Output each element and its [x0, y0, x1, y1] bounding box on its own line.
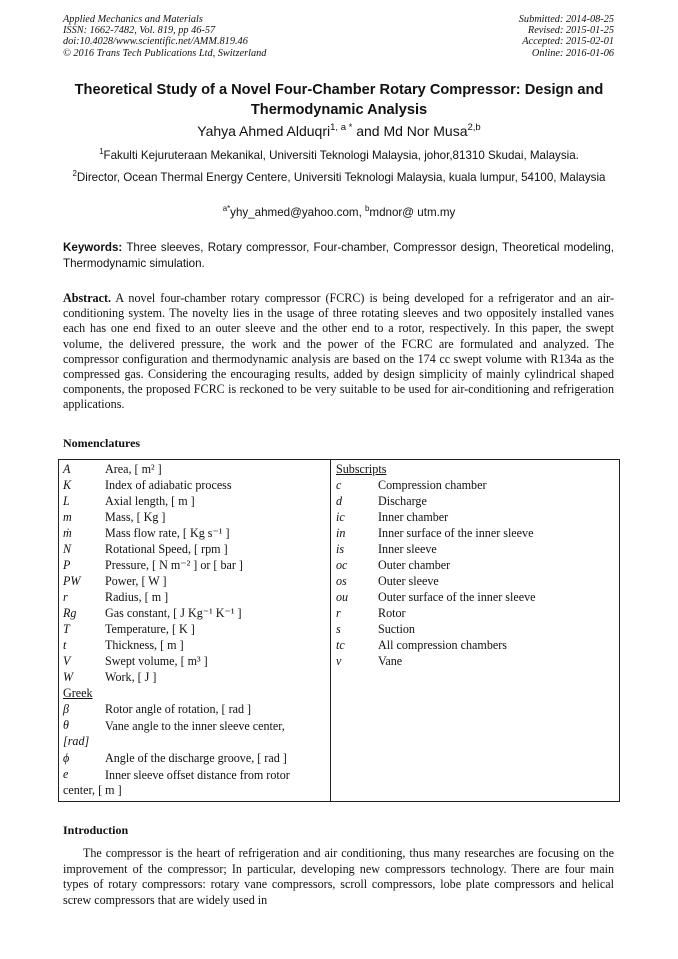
symbol: K — [63, 478, 72, 492]
symbol-desc: Work, [ J ] — [105, 670, 157, 684]
symbol-desc: Index of adiabatic process — [105, 478, 232, 492]
issn-line: ISSN: 1662-7482, Vol. 819, pp 46-57 — [63, 25, 216, 37]
symbol: P — [63, 558, 71, 572]
symbol-row — [63, 622, 325, 638]
email-2[interactable]: mdnor@ utm.my — [369, 206, 456, 219]
abstract-text: A novel four-chamber rotary compressor (FCRC) is being developed for a refrigerator and an air-conditioning system. The novelty lies in the usage of three rotating sleeves and two oppositely installed vanes each has one end fixed to an outer sleeve and the other end to a rotor, respectively. In this paper, the swept volume, the delivered pressure, the work and the power of the FCRC are formulated and analyzed. The compressor configuration and thermodynamic analysis are based on the 174 cc swept volume with R134a as the compressed gas. Considering the encouraging results, added by design simplicity of mainly cylindrical shaped components, the proposed FCRC is reckoned to be very suitable to be used for air-conditioning and refrigeration applications. — [63, 291, 614, 412]
subscript: r — [336, 606, 341, 620]
affiliation-1 — [40, 148, 638, 164]
symbol-row — [63, 574, 325, 590]
symbol: ṁ — [63, 526, 72, 540]
symbols-column — [63, 462, 325, 800]
journal-name: Applied Mechanics and Materials — [63, 14, 203, 25]
symbol: N — [63, 542, 72, 556]
subscript-row — [336, 606, 616, 622]
subscript: in — [336, 526, 346, 540]
symbol: PW — [63, 574, 81, 588]
nomenclature-table — [58, 459, 620, 802]
symbol-desc: Swept volume, [ m³ ] — [105, 654, 208, 668]
subscript: v — [336, 654, 342, 668]
subscript: tc — [336, 638, 345, 652]
symbol-desc: Pressure, [ N m⁻² ] or [ bar ] — [105, 558, 243, 572]
symbol: L — [63, 494, 70, 508]
symbol-row — [63, 590, 325, 606]
subscript: is — [336, 542, 345, 556]
symbol-desc: Mass, [ Kg ] — [105, 510, 166, 524]
subscript-row — [336, 494, 616, 510]
symbol-desc: Gas constant, [ J Kg⁻¹ K⁻¹ ] — [105, 606, 242, 620]
affiliation-1-marker: 1 — [99, 146, 104, 156]
revised-date: Revised: 2015-01-25 — [527, 25, 614, 37]
affiliation-2-text: Director, Ocean Thermal Energy Centere, Universiti Teknologi Malaysia, kuala lumpur, 54100, Malaysia — [76, 171, 606, 184]
symbol-desc: Area, [ m² ] — [105, 462, 162, 476]
author-2-marker: 2,b — [467, 121, 481, 133]
subscript: os — [336, 574, 347, 588]
subscript: oc — [336, 558, 348, 572]
symbol-row — [63, 606, 325, 622]
greek-row — [63, 702, 325, 718]
abstract — [63, 291, 614, 413]
symbol-row — [63, 654, 325, 670]
symbol: W — [63, 670, 74, 684]
subscript-row — [336, 478, 616, 494]
keywords-label: Keywords: — [63, 241, 123, 254]
subscript-row — [336, 574, 616, 590]
introduction-heading: Introduction — [63, 823, 129, 837]
symbol-desc: Rotational Speed, [ rpm ] — [105, 542, 228, 556]
greek-desc-cont: [rad] — [63, 734, 90, 748]
subscript: d — [336, 494, 343, 508]
author-line — [40, 122, 638, 140]
subscript-row — [336, 526, 616, 542]
author-1-marker: 1, a * — [330, 121, 353, 133]
greek-row — [63, 767, 325, 800]
nomenclature-heading: Nomenclatures — [63, 436, 141, 450]
subscripts-column — [336, 462, 616, 670]
author-conjunction: and — [352, 123, 384, 139]
symbol-row — [63, 462, 325, 478]
subscript-desc: Suction — [378, 622, 415, 636]
symbol-desc: Mass flow rate, [ Kg s⁻¹ ] — [105, 526, 230, 540]
greek-desc: Vane angle to the inner sleeve center, — [105, 719, 285, 733]
symbol: A — [63, 462, 71, 476]
symbol-desc: Radius, [ m ] — [105, 590, 169, 604]
email-1[interactable]: yhy_ahmed@yahoo.com, — [230, 206, 366, 219]
symbol-row — [63, 670, 325, 686]
symbol: Rg — [63, 606, 77, 620]
symbol: t — [63, 638, 67, 652]
subscript: s — [336, 622, 341, 636]
accepted-date: Accepted: 2015-02-01 — [522, 36, 614, 48]
author-2: Md Nor Musa — [383, 123, 468, 139]
subscript-desc: Outer sleeve — [378, 574, 439, 588]
keywords — [63, 240, 614, 271]
subscript-desc: Inner sleeve — [378, 542, 437, 556]
subscript: c — [336, 478, 342, 492]
greek-row — [63, 718, 325, 751]
affiliation-2 — [40, 170, 638, 186]
symbol: T — [63, 622, 70, 636]
symbol: m — [63, 510, 72, 524]
submission-dates — [519, 14, 614, 59]
subscript-row — [336, 654, 616, 670]
greek-row — [63, 751, 325, 767]
subscript-row — [336, 510, 616, 526]
subscript-desc: Vane — [378, 654, 403, 668]
author-emails — [40, 205, 638, 221]
subscript-row — [336, 542, 616, 558]
paper-title: Theoretical Study of a Novel Four-Chamber Rotary Compressor: Design and Thermodynamic Analysis — [74, 82, 604, 118]
email-1-marker: a* — [222, 203, 231, 213]
greek-desc: Rotor angle of rotation, [ rad ] — [105, 702, 252, 716]
greek-symbol: e — [63, 767, 69, 781]
submitted-date: Submitted: 2014-08-25 — [518, 14, 614, 25]
symbol-row — [63, 478, 325, 494]
symbol-desc: Axial length, [ m ] — [105, 494, 195, 508]
symbol-row — [63, 494, 325, 510]
author-1: Yahya Ahmed Alduqri — [197, 123, 331, 139]
subscript-row — [336, 558, 616, 574]
symbol-row — [63, 510, 325, 526]
email-2-marker: b — [365, 203, 370, 213]
greek-symbol: θ — [63, 718, 69, 732]
symbol-row — [63, 558, 325, 574]
greek-desc: Inner sleeve offset distance from rotor — [105, 768, 290, 782]
greek-desc-cont: center, [ m ] — [63, 783, 122, 797]
symbol: r — [63, 590, 68, 604]
greek-symbol: β — [63, 702, 70, 716]
subscript: ou — [336, 590, 349, 604]
subscript-row — [336, 622, 616, 638]
abstract-label: Abstract. — [63, 291, 112, 305]
column-divider — [330, 460, 331, 801]
subscripts-heading: Subscripts — [336, 462, 387, 476]
subscript-desc: Discharge — [378, 494, 427, 508]
symbol-desc: Power, [ W ] — [105, 574, 167, 588]
affiliation-1-text: Fakulti Kejuruteraan Mekanikal, Universiti Teknologi Malaysia, johor,81310 Skudai, Malaysia. — [103, 149, 579, 162]
introduction-text: The compressor is the heart of refrigeration and air conditioning, thus many researches are focusing on the improvement of the compressor; In particular, developing new compressors technology. There are four main types of rotary compressors: rotary vane compressors, scroll compressors, lobe plate compressors and helical screw compressors that are widely used in — [63, 846, 614, 907]
subscript-desc: Inner chamber — [378, 510, 449, 524]
symbol-row — [63, 526, 325, 542]
keywords-text: Three sleeves, Rotary compressor, Four-chamber, Compressor design, Theoretical modeling, Thermodynamic simulation. — [63, 241, 614, 270]
subscript-desc: Outer surface of the inner sleeve — [378, 590, 536, 604]
symbol: V — [63, 654, 71, 668]
online-date: Online: 2016-01-06 — [531, 47, 614, 59]
copyright-line: © 2016 Trans Tech Publications Ltd, Switzerland — [63, 47, 267, 59]
symbol-row — [63, 542, 325, 558]
journal-info — [63, 14, 266, 59]
symbol-row — [63, 638, 325, 654]
greek-symbol: ϕ — [63, 751, 70, 765]
subscript-desc: Rotor — [378, 606, 406, 620]
doi-link[interactable]: doi:10.4028/www.scientific.net/AMM.819.46 — [63, 36, 248, 48]
subscript-row — [336, 638, 616, 654]
greek-heading: Greek — [63, 686, 93, 700]
symbol-desc: Temperature, [ K ] — [105, 622, 195, 636]
subscript-desc: All compression chambers — [378, 638, 507, 652]
affiliation-2-marker: 2 — [72, 168, 77, 178]
subscript: ic — [336, 510, 345, 524]
greek-desc: Angle of the discharge groove, [ rad ] — [105, 751, 287, 765]
symbol-desc: Thickness, [ m ] — [105, 638, 184, 652]
subscript-desc: Compression chamber — [378, 478, 487, 492]
subscript-desc: Inner surface of the inner sleeve — [378, 526, 534, 540]
subscript-row — [336, 590, 616, 606]
subscript-desc: Outer chamber — [378, 558, 451, 572]
